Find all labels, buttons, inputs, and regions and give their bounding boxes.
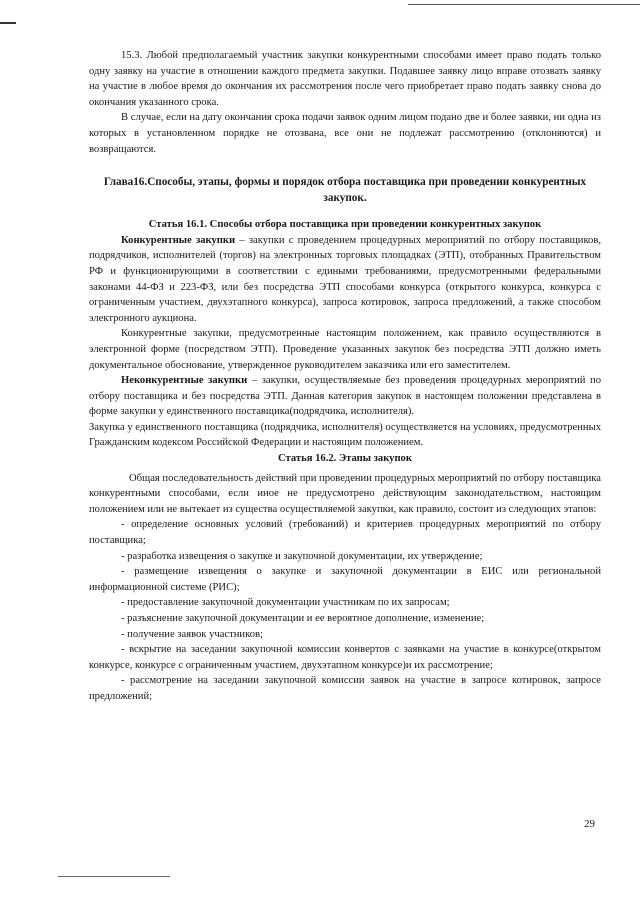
article-16-2-intro: Общая последовательность действий при проведении процедурных мероприятий по отбору поставщика конкурентными способами, если иное не предусмотрено действующим законодательством, настоящим положением или не вытекает из существа осуществляемой закупки, как правило, состоит из следующих этапов:	[89, 472, 601, 515]
section-15-3-paragraph-2: В случае, если на дату окончания срока подачи заявок одним лицом подано две и более заявки, ни одна из которых в установленном порядке не отозвана, все они не подлежат рассмотрению (отклоняются) и возвращаются.	[89, 112, 601, 155]
article-16-1-paragraph-2: Конкурентные закупки, предусмотренные настоящим положением, как правило осуществляются в электронной форме (посредством ЭТП). Проведение указанных закупок без посредства ЭТП должно иметь документальное обоснование, утвержденное руководителем заказчика или его заместителем.	[89, 328, 601, 371]
list-item: - разъяснение закупочной документации и ее вероятное дополнение, изменение;	[121, 613, 485, 624]
scan-margin-mark	[0, 22, 16, 24]
list-item: - предоставление закупочной документации участникам по их запросам;	[121, 597, 450, 609]
article-16-2-title: Статья 16.2. Этапы закупок	[278, 453, 412, 465]
article-16-1-title: Статья 16.1. Способы отбора поставщика при проведении конкурентных закупок	[148, 219, 542, 231]
list-item: - получение заявок участников;	[121, 628, 263, 640]
article-16-1-paragraph-3	[89, 373, 601, 420]
list-item: - рассмотрение на заседании закупочной комиссии заявок на участие в запросе котировок, запросе предложений;	[89, 675, 601, 702]
term-definition: – закупки с проведением процедурных мероприятий по отбору поставщиков, подрядчиков, исполнителей (торгов) на электронных торговых площадках (ЭТП), отобранных Правительством РФ и функционирующими в соответствии с едиными требованиями, предусмотренными федеральными законами 44-ФЗ и 223-ФЗ, или без посредства ЭТП способами конкурса (открытого конкурса, конкурса с ограниченным участием, двухэтапного конкурса), запроса котировок, запроса предложений, а также способом электронного аукциона.	[89, 234, 601, 324]
list-item: - определение основных условий (требований) и критериев процедурных мероприятий по отбору поставщика;	[89, 519, 601, 547]
footnote-rule	[58, 876, 170, 877]
document-page	[89, 48, 601, 705]
list-item: - разработка извещения о закупке и закупочной документации, их утверждение;	[121, 550, 483, 562]
term-competitive-purchases: Конкурентные закупки	[121, 234, 236, 246]
chapter-title: Глава16.Способы, этапы, формы и порядок отбора поставщика при проведении конкурентных закупок.	[103, 176, 587, 205]
scan-edge-line	[408, 4, 640, 5]
term-noncompetitive-purchases: Неконкурентные закупки	[121, 375, 248, 387]
article-16-1-paragraph-4: Закупка у единственного поставщика (подрядчика, исполнителя) осуществляется на условиях, предусмотренных Гражданским кодексом Российской Федерации и настоящим положением.	[89, 421, 601, 449]
list-item: - размещение извещения о закупке и закупочной документации в ЕИС или региональной информационной системе (РИС);	[89, 566, 601, 593]
list-item: - вскрытие на заседании закупочной комиссии конвертов с заявками на участие в конкурсе(открытом конкурсе, конкурсе с ограниченным участием, двухэтапном конкурсе)и их рассмотрение;	[89, 644, 601, 671]
term-definition: – закупки, осуществляемые без проведения процедурных мероприятий по отбору поставщика и без посредства ЭТП. Данная категория закупок в настоящем положении представлена в форме закупки у единственного поставщика(подрядчика, исполнителя).	[89, 375, 601, 418]
page-number: 29	[584, 818, 595, 830]
article-16-1-paragraph-1	[89, 233, 601, 327]
section-15-3-paragraph: 15.3. Любой предполагаемый участник закупки конкурентными способами имеет право подать только одну заявку на участие в отношении каждого предмета закупки. Подавшее заявку лицо вправе отозвать заявку на участие в любое время до окончания их рассмотрения после чего приобретает право подать заявку снова до окончания указанного срока.	[89, 50, 601, 108]
